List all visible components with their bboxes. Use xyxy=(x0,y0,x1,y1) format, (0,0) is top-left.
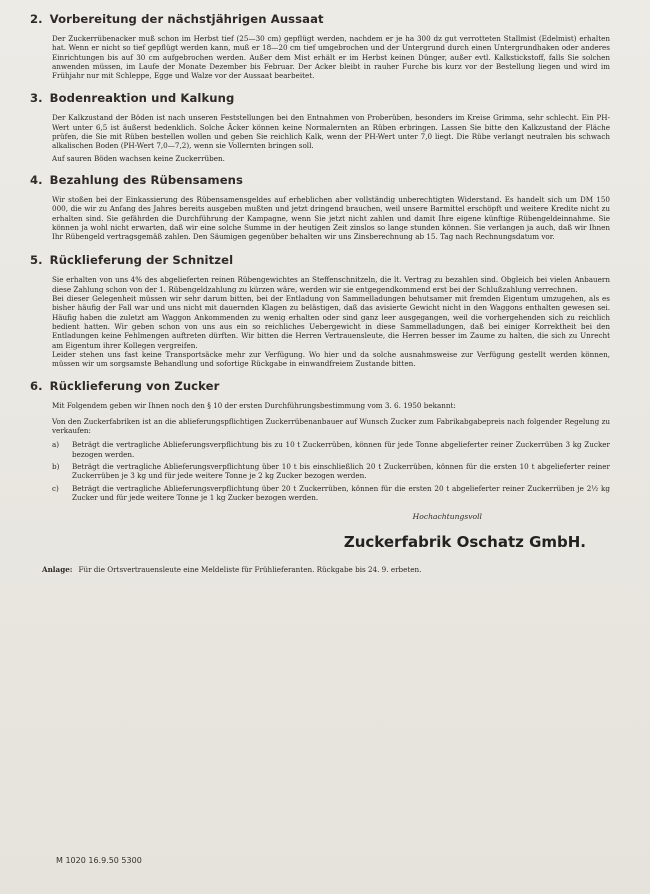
section-soil-reaction xyxy=(30,91,610,163)
regulation-list xyxy=(52,440,610,502)
section-number: 5. xyxy=(30,253,43,268)
section-number: 2. xyxy=(30,12,43,26)
paragraph: Der Zuckerrübenacker muß schon im Herbst tief (25—30 cm) gepflügt werden, nachdem er je ha 300 dz gut verrotteten Stallmist (Edelmist) erhalten hat. Wenn er nicht so tief gepflügt werden kann, muß er 18—20 cm tief umgebrochen und der Untergrund durch einen Untergrundhaken oder anderes Einrichtungen bis auf 30 cm aufgebrochen werden. Außer dem Mist erhält er im Herbst keinen Dünger, außer evtl. Kalkstickstoff, falls Sie solchen anwenden müssen, im Laufe der Monate Dezember bis Februar. Der Acker bleibt in rauher Furche bis kurz vor der Bestellung liegen und wird im Frühjahr nur mit Schleppe, Egge und Walze vor der Aussaat bearbeitet. xyxy=(52,34,610,81)
attachment-label: Anlage: xyxy=(42,565,73,575)
paragraph: Bei dieser Gelegenheit müssen wir sehr darum bitten, bei der Entladung von Sammelladungen behutsamer mit fremden Eigentum umzugehen, als es bisher häufig der Fall war und uns nicht mit dauernden Klagen zu belästigen, daß das avisierte Gewicht nicht in den Waggons enthalten gewesen sei. Häufig haben die zuletzt am Waggon Ankommenden zu wenig erhalten oder sind ganz leer ausgegangen, weil die vorhergehenden sich zu reichlich bedient hatten. Wir geben schon von uns aus ein so reichliches Uebergewicht in diese Sammelladungen, daß bei einiger Korrektheit bei den Entladungen keine Fehlmengen auftreten dürften. Wir bitten die Herren Vertrauensleute, die Herren besser im Zaume zu halten, die sich zu Unrecht am Eigentum ihrer Kollegen vergreifen. xyxy=(52,294,610,350)
section-heading xyxy=(30,173,610,187)
paragraph: Auf sauren Böden wachsen keine Zuckerrüben. xyxy=(52,153,225,163)
list-item-text: Beträgt die vertragliche Ablieferungsverpflichtung über 20 t Zuckerrüben, können für die ersten 20 t abgelieferter reiner Zuckerrüben je 2½ kg Zucker und für jede weitere Tonne je 1 kg Zucker bezogen werden. xyxy=(72,483,610,502)
paragraph: Von den Zuckerfabriken ist an die ablieferungspflichtigen Zuckerrübenanbauer auf Wunsch Zucker zum Fabrikabgabepreis nach folgender Regelung zu verkaufen: xyxy=(52,416,610,436)
section-heading xyxy=(30,12,610,26)
list-marker: a) xyxy=(52,440,60,450)
section-heading xyxy=(30,379,610,393)
list-marker: c) xyxy=(52,483,59,493)
section-title: Rücklieferung von Zucker xyxy=(49,379,220,394)
list-item xyxy=(52,440,610,459)
section-title: Bodenreaktion und Kalkung xyxy=(49,91,235,106)
section-title: Vorbereitung der nächstjährigen Aussaat xyxy=(49,12,324,26)
paragraph: Wir stoßen bei der Einkassierung des Rübensamensgeldes auf erheblichen aber vollständig unberechtigten Widerstand. Es handelt sich um DM 150 000, die wir zu Anfang des Jahres bereits ausgeben mußten und jetzt dringend brauchen, weil unsere Barmittel erschöpft und weitere Kredite nicht zu erhalten sind. Sie gefährden die Durchführung der Kampagne, wenn Sie jetzt nicht zahlen und damit Ihre eigene künftige Rübengeldeinnahme. Sie können ja wohl nicht erwarten, daß wir eine solche Summe in der heutigen Zeit zinslos so lange stunden können. Sie verlangen ja auch, daß wir Ihnen Ihr Rübengeld vertragsgemäß zahlen. Den Säumigen gegenüber behalten wir uns Zinsberechnung ab 15. Tag nach Rechnungsdatum vor. xyxy=(52,194,610,242)
closing-greeting: Hochachtungsvoll xyxy=(412,512,482,522)
attachment-note xyxy=(42,565,610,574)
section-heading xyxy=(30,253,610,267)
section-number: 6. xyxy=(30,379,43,394)
company-signature: Zuckerfabrik Oschatz GmbH. xyxy=(343,533,586,552)
paragraph: Sie erhalten von uns 4% des abgelieferten reinen Rübengewichtes an Steffenschnitzeln, die lt. Vertrag zu bezahlen sind. Obgleich bei vielen Anbauern diese Zahlung schon von der 1. Rübengeldzahlung zu kürzen wäre, werden wir sie entgegendkommend erst bei der Schlußzahlung verrechnen. xyxy=(52,275,610,294)
section-heading xyxy=(30,91,610,105)
section-sowing-preparation xyxy=(30,12,610,81)
list-item xyxy=(52,462,610,481)
section-sugar-return xyxy=(30,379,610,502)
section-title: Rücklieferung der Schnitzel xyxy=(49,253,234,268)
list-marker: b) xyxy=(52,461,60,471)
section-seed-payment xyxy=(30,172,610,242)
section-title: Bezahlung des Rübensamens xyxy=(49,172,244,187)
print-code: M 1020 16.9.50 5300 xyxy=(56,856,142,865)
section-number: 3. xyxy=(30,91,43,106)
paragraph: Leider stehen uns fast keine Transportsäcke mehr zur Verfügung. Wo hier und da solche ausnahmsweise zur Verfügung gestellt werden können, müssen wir um sorgsamste Behandlung und sofortige Rückgabe in einwandfreiem Zustande bitten. xyxy=(52,349,610,369)
paragraph: Der Kalkzustand der Böden ist nach unseren Feststellungen bei den Entnahmen von Proberüben, besonders im Kreise Grimma, sehr schlecht. Ein PH-Wert unter 6,5 ist äußerst bedenklich. Solche Äcker können keine Normalernten an Rüben erbringen. Lassen Sie bitte den Kalkzustand der Fläche prüfen, die Sie mit Rüben bestellen wollen und geben Sie reichlich Kalk, wenn der PH-Wert unter 7,0 liegt. Die Rübe verlangt neutralen bis schwach alkalischen Boden (PH-Wert 7,0—7,2), wenn sie Vollernten bringen soll. xyxy=(52,113,610,151)
paragraph: Mit Folgendem geben wir Ihnen noch den § 10 der ersten Durchführungsbestimmung vom 3. 6. 1950 bekannt: xyxy=(52,401,456,411)
section-pulp-return xyxy=(30,253,610,369)
list-item-text: Beträgt die vertragliche Ablieferungsverpflichtung über 10 t bis einschließlich 20 t Zuckerrüben, können für die ersten 10 t abgelieferter reiner Zuckerrüben je 3 kg und für jede weitere Tonne je 2 kg Zucker bezogen werden. xyxy=(72,461,610,481)
list-item-text: Beträgt die vertragliche Ablieferungsverpflichtung bis zu 10 t Zuckerrüben, können für jede Tonne abgelieferter reiner Zuckerrüben 3 kg Zucker bezogen werden. xyxy=(72,440,610,459)
list-item xyxy=(52,484,610,503)
attachment-text: Für die Ortsvertrauensleute eine Meldeliste für Frühlieferanten. Rückgabe bis 24. 9. erbeten. xyxy=(78,565,422,575)
section-number: 4. xyxy=(30,172,43,187)
